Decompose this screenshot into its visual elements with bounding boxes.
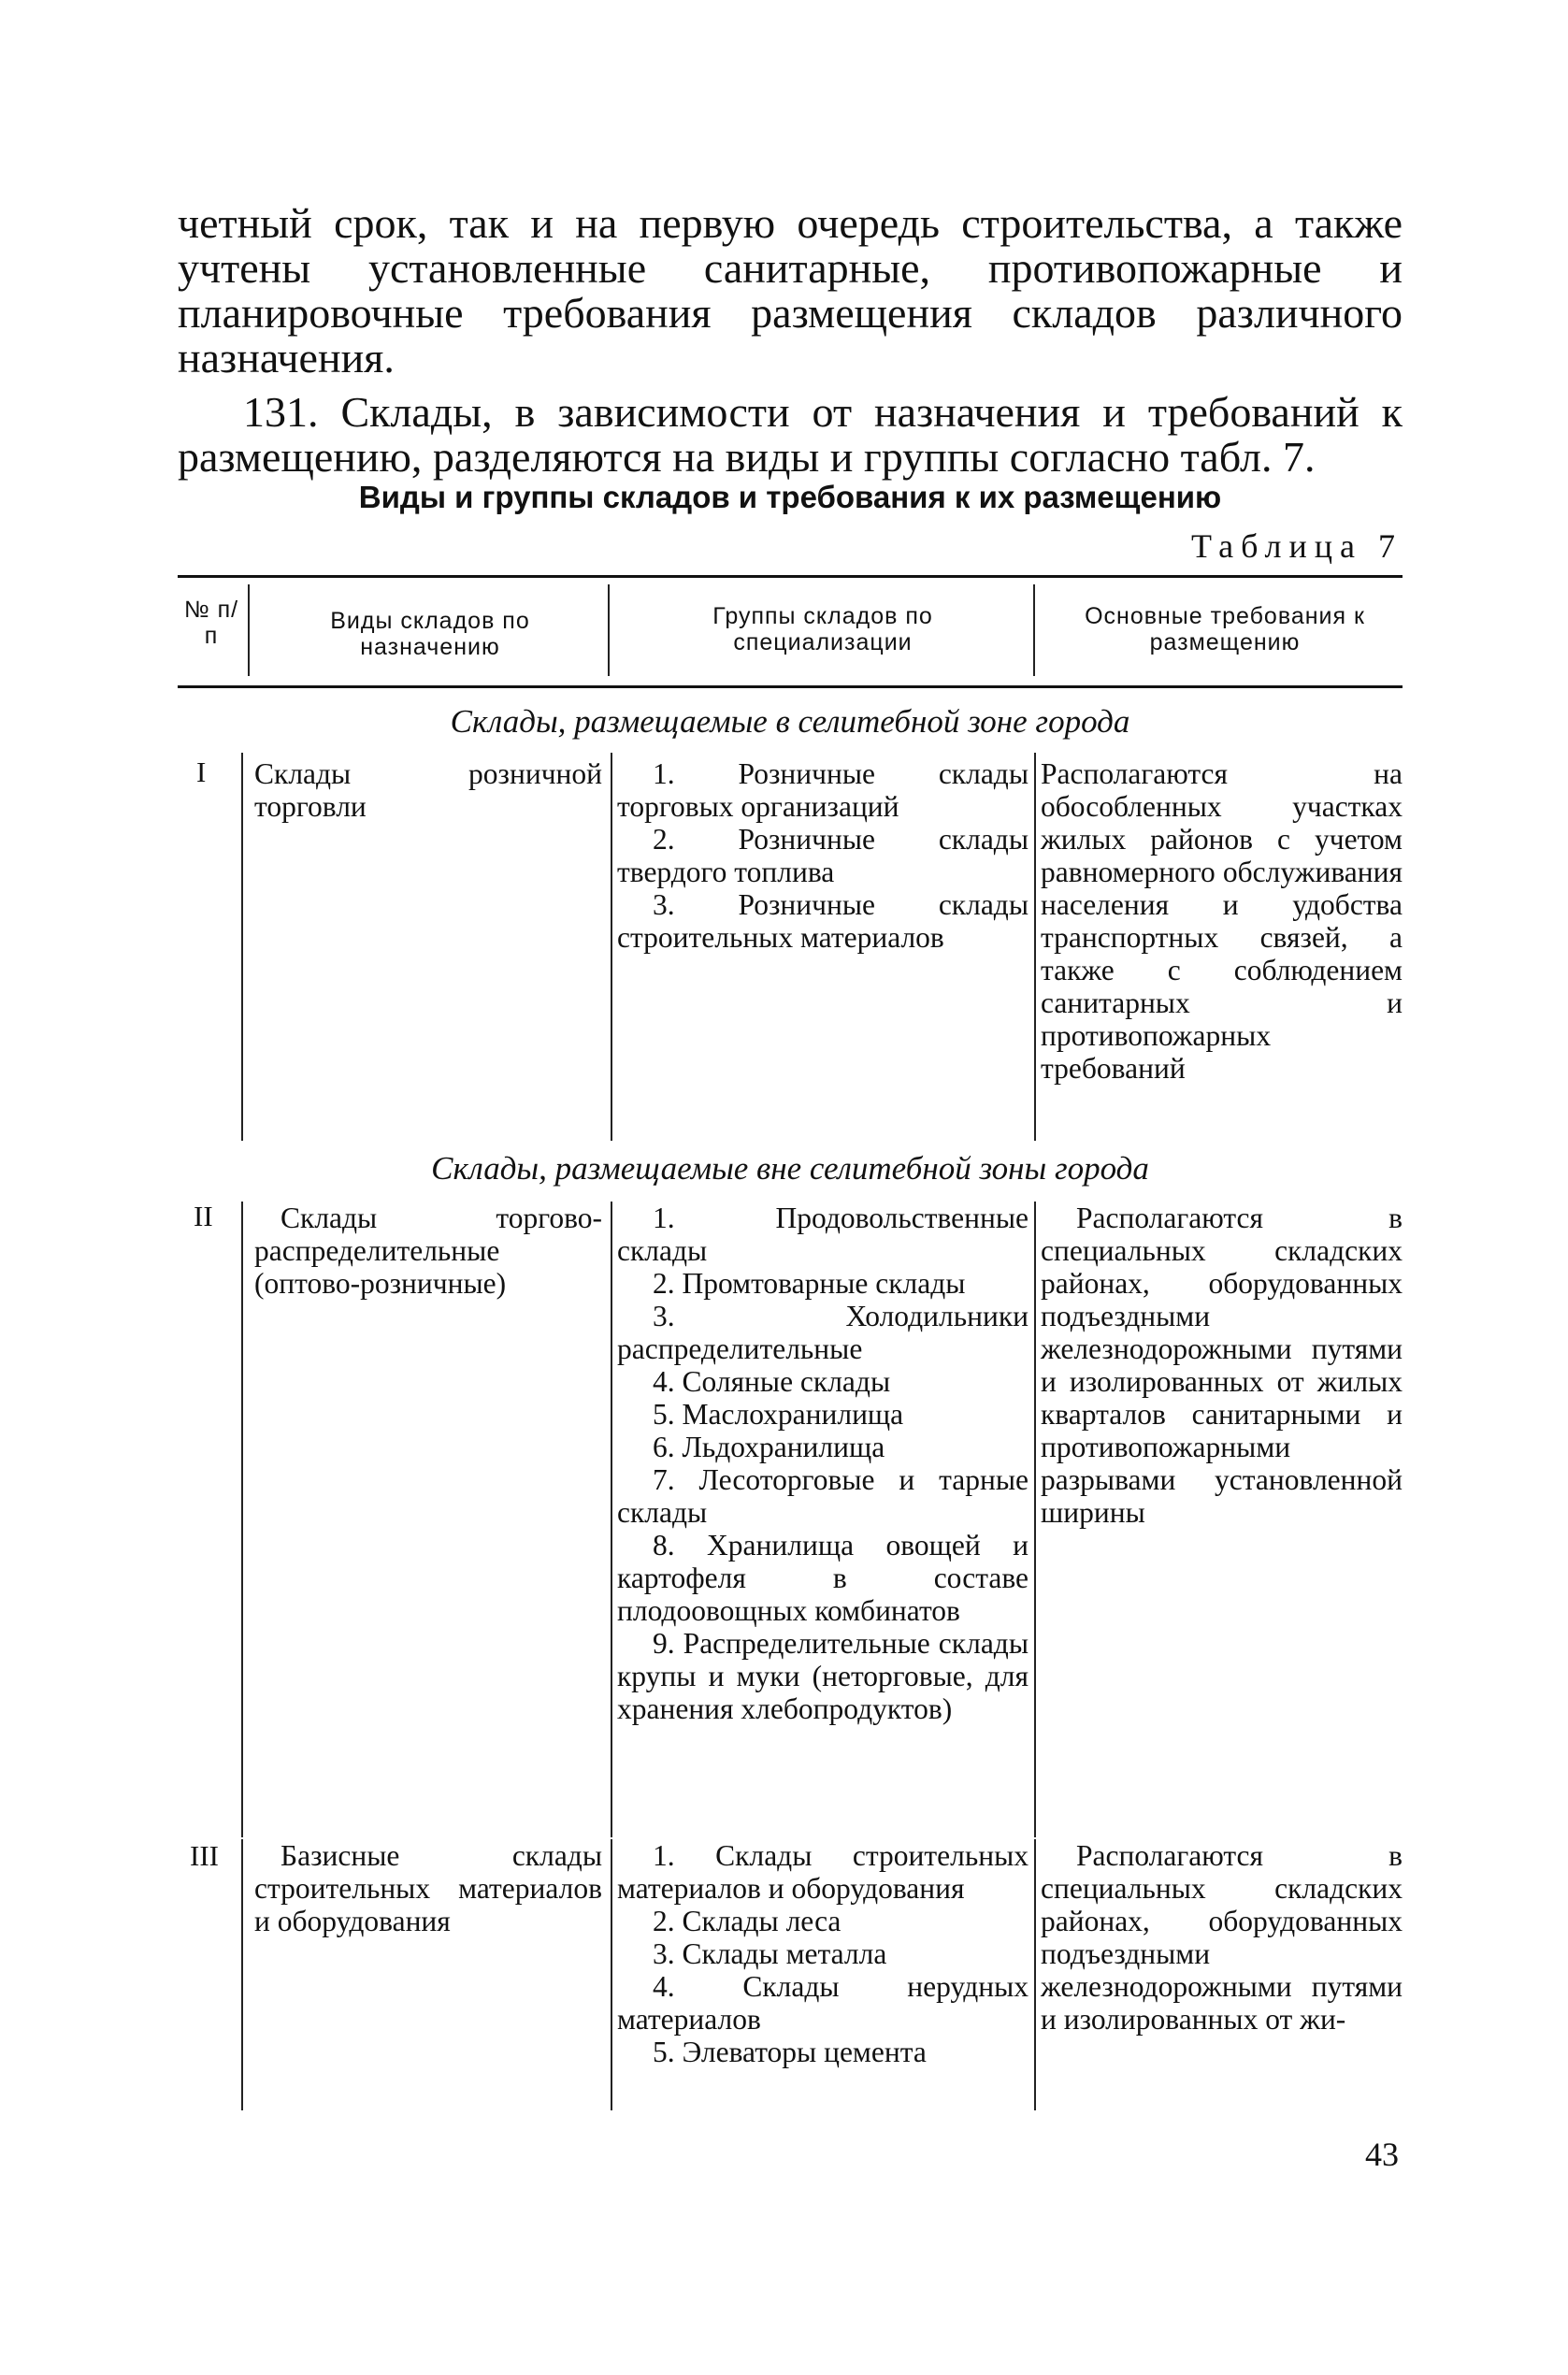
row-3-group-2: 2. Склады леса [653,1905,842,1937]
row-1-divider [611,753,612,1141]
intro-paragraph-2: 131. Склады, в зависимости от назначения и требований к размещению, разделяются на виды и группы согласно табл. 7. [178,388,1403,481]
row-3-requirement [1041,1839,1403,2036]
row-2-divider [1034,1202,1036,1837]
table-title: Виды и группы складов и требования к их размещению [358,480,1222,514]
row-3-divider [241,1839,243,2110]
header-requirements: Основные требования к размещению [1085,603,1365,655]
row-2-type [254,1202,602,1300]
row-2-number: II [194,1200,213,1232]
row-3-type-text: Базисные склады строительных материалов и оборудования [254,1839,602,1937]
row-3-divider [1034,1839,1036,2110]
row-2-requirement [1041,1202,1403,1529]
page-number: 43 [1365,2136,1399,2173]
row-2-group-7: 7. Лесоторговые и тарные склады [617,1463,1029,1529]
row-2-type-text: Склады торгово-распределительные (оптово-розничные) [254,1202,602,1300]
section-heading-2: Склады, размещаемые вне селитебной зоны города [431,1150,1149,1187]
row-2-groups [617,1202,1029,1725]
row-1-type-text: Склады розничной торговли [254,757,602,823]
row-2-group-4: 4. Соляные склады [653,1365,891,1398]
header-types: Виды складов по назначению [330,608,530,660]
header-divider [1033,584,1035,676]
row-2-group-3: 3. Холодильники распределительные [617,1300,1029,1365]
row-1-group-2: 2. Розничные склады твердого топлива [617,823,1029,888]
row-2-group-9: 9. Распределительные склады крупы и муки (неторговые, для хранения хлебопродуктов) [617,1627,1029,1725]
row-2-group-1: 1. Продовольственные склады [617,1202,1029,1267]
row-1-number: I [196,756,207,788]
row-3-divider [611,1839,612,2110]
row-2-divider [611,1202,612,1837]
row-3-group-1: 1. Склады строительных материалов и оборудования [617,1839,1029,1905]
row-3-group-5: 5. Элеваторы цемента [653,2036,927,2068]
row-3-number: III [190,1839,219,1872]
row-3-requirement-text: Располагаются в специальных складских районах, оборудованных подъездными железнодорожными путями и изолированных от жи- [1041,1839,1403,2036]
row-3-group-3: 3. Склады металла [653,1937,887,1970]
header-divider [248,584,250,676]
table-top-rule [178,575,1403,578]
header-groups: Группы складов по специализации [712,603,933,655]
intro-paragraph-1: четный срок, так и на первую очередь строительства, а также учтены установленные санитарные, противопожарные и планировочные требования размещения складов различного назначения. [178,199,1403,381]
header-divider [608,584,610,676]
row-2-group-5: 5. Маслохранилища [653,1398,904,1431]
row-1-divider [241,753,243,1141]
row-3-groups [617,1839,1029,2068]
row-1-requirement [1041,757,1403,1085]
row-2-requirement-text: Располагаются в специальных складских районах, оборудованных подъездными железнодорожными путями и изолированных от жилых кварталов санитарными и противопожарными разрывами установленной ширины [1041,1202,1403,1529]
row-2-divider [241,1202,243,1837]
row-2-group-8: 8. Хранилища овощей и картофеля в составе плодоовощных комбинатов [617,1529,1029,1627]
table-label: Таблица 7 [1191,527,1403,565]
row-1-group-3: 3. Розничные склады строительных материалов [617,888,1029,954]
row-3-group-4: 4. Склады нерудных материалов [617,1970,1029,2036]
row-1-divider [1034,753,1036,1141]
row-1-requirement-text: Располагаются на обособленных участках жилых районов с учетом равномерного обслуживания населения и удобства транспортных связей, а также с соблюдением санитарных и противопожарных требований [1041,757,1403,1085]
row-3-type [254,1839,602,1937]
row-1-groups [617,757,1029,954]
table-header-rule [178,685,1403,688]
row-1-type [254,757,602,823]
row-2-group-2: 2. Промтоварные склады [653,1267,966,1300]
header-num: № п/п [183,597,239,649]
section-heading-1: Склады, размещаемые в селитебной зоне города [450,703,1130,740]
row-1-group-1: 1. Розничные склады торговых организаций [617,757,1029,823]
intro-text [178,201,1403,480]
row-2-group-6: 6. Льдохранилища [653,1431,885,1463]
